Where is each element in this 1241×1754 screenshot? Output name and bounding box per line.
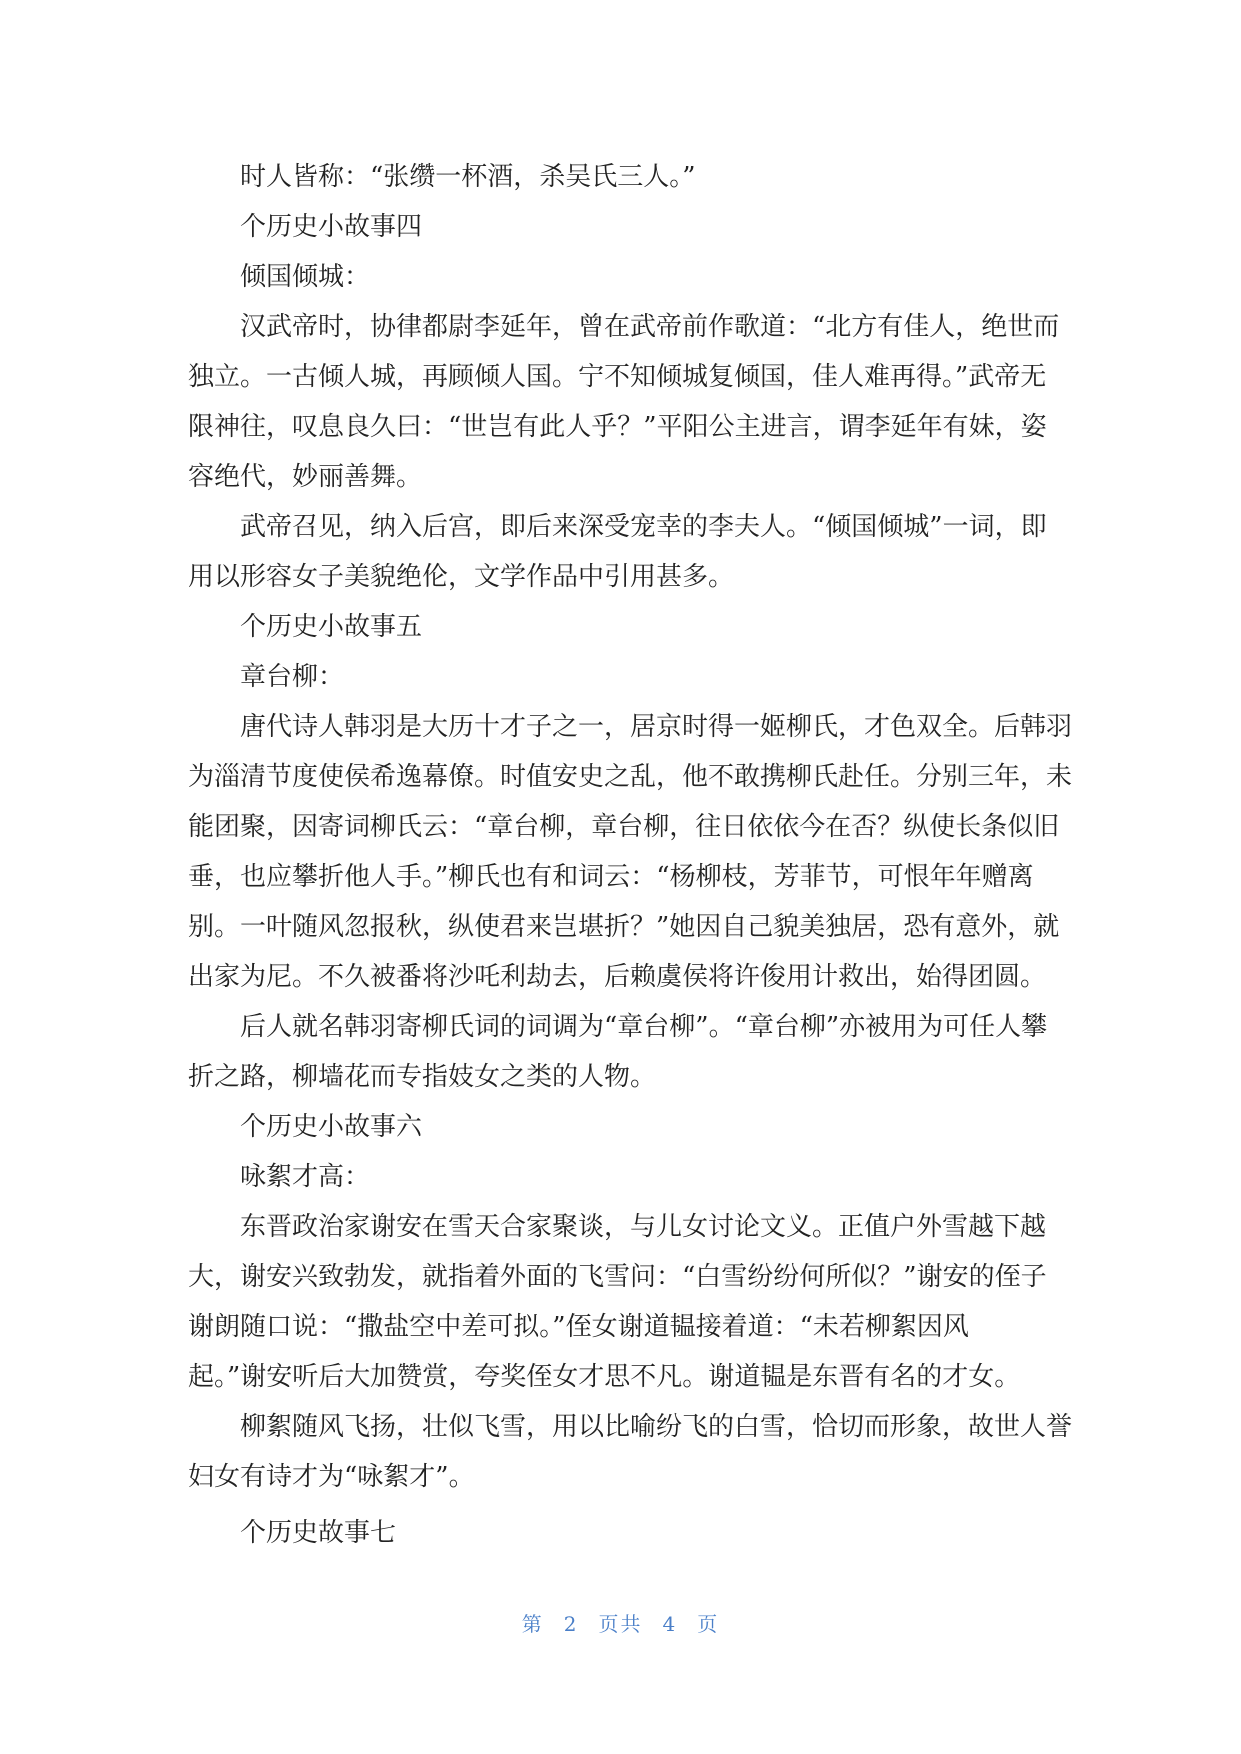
text-line: 唐代诗人韩羽是大历十才子之一，居京时得一姬柳氏，才色双全。后韩羽: [240, 712, 1073, 742]
text-line: 独立。一古倾人城，再顾倾人国。宁不知倾城复倾国，佳人难再得。”武帝无: [188, 362, 1047, 392]
footer-total-pages: 4: [662, 1612, 678, 1636]
text-line: 用以形容女子美貌绝伦，文学作品中引用甚多。: [188, 562, 735, 592]
section-heading: 个历史小故事五: [240, 612, 423, 642]
story-title: 倾国倾城：: [240, 262, 371, 292]
text-line: 汉武帝时，协律都尉李延年，曾在武帝前作歌道：“北方有佳人，绝世而: [240, 312, 1060, 342]
section-heading: 个历史小故事四: [240, 212, 423, 242]
text-line: 为淄清节度使侯希逸幕僚。时值安史之乱，他不敢携柳氏赴任。分别三年，未: [188, 762, 1073, 792]
story-title: 咏絮才高：: [240, 1162, 371, 1192]
text-line: 垂，也应攀折他人手。”柳氏也有和词云：“杨柳枝，芳菲节，可恨年年赠离: [188, 862, 1034, 892]
text-line: 后人就名韩羽寄柳氏词的词调为“章台柳”。“章台柳”亦被用为可任人攀: [240, 1012, 1048, 1042]
document-body: [188, 152, 1073, 1558]
text-line: 容绝代，妙丽善舞。: [188, 462, 423, 492]
page-footer: [0, 1608, 1241, 1637]
story-title: 章台柳：: [240, 662, 345, 692]
text-line: 柳絮随风飞扬，壮似飞雪，用以比喻纷飞的白雪，恰切而形象，故世人誉: [240, 1412, 1073, 1442]
text-line: 别。一叶随风忽报秋，纵使君来岂堪折？”她因自己貌美独居，恐有意外，就: [188, 912, 1060, 942]
footer-label-end: 页: [697, 1612, 720, 1636]
text-line: 能团聚，因寄词柳氏云：“章台柳，章台柳，往日依依今在否？纵使长条似旧: [188, 812, 1060, 842]
text-line: 限神往，叹息良久曰：“世岂有此人乎？”平阳公主进言，谓李延年有妹，姿: [188, 412, 1047, 442]
section-heading: 个历史小故事六: [240, 1112, 423, 1142]
footer-label-page: 第: [521, 1612, 544, 1636]
text-line: 时人皆称：“张缵一杯酒，杀吴氏三人。”: [240, 162, 696, 192]
text-line: 东晋政治家谢安在雪天合家聚谈，与儿女讨论文义。正值户外雪越下越: [240, 1212, 1047, 1242]
text-line: 出家为尼。不久被番将沙吒利劫去，后赖虞侯将许俊用计救出，始得团圆。: [188, 962, 1047, 992]
footer-label-of: 页共: [598, 1612, 643, 1636]
section-heading: 个历史故事七: [240, 1518, 397, 1548]
text-line: 折之路，柳墙花而专指妓女之类的人物。: [188, 1062, 657, 1092]
text-line: 妇女有诗才为“咏絮才”。: [188, 1462, 475, 1492]
footer-current-page: 2: [563, 1612, 579, 1636]
text-line: 谢朗随口说：“撒盐空中差可拟。”侄女谢道韫接着道：“未若柳絮因风: [188, 1312, 969, 1342]
text-line: 大，谢安兴致勃发，就指着外面的飞雪问：“白雪纷纷何所似？”谢安的侄子: [188, 1262, 1047, 1292]
text-line: 武帝召见，纳入后宫，即后来深受宠幸的李夫人。“倾国倾城”一词，即: [240, 512, 1047, 542]
text-line: 起。”谢安听后大加赞赏，夸奖侄女才思不凡。谢道韫是东晋有名的才女。: [188, 1362, 1021, 1392]
